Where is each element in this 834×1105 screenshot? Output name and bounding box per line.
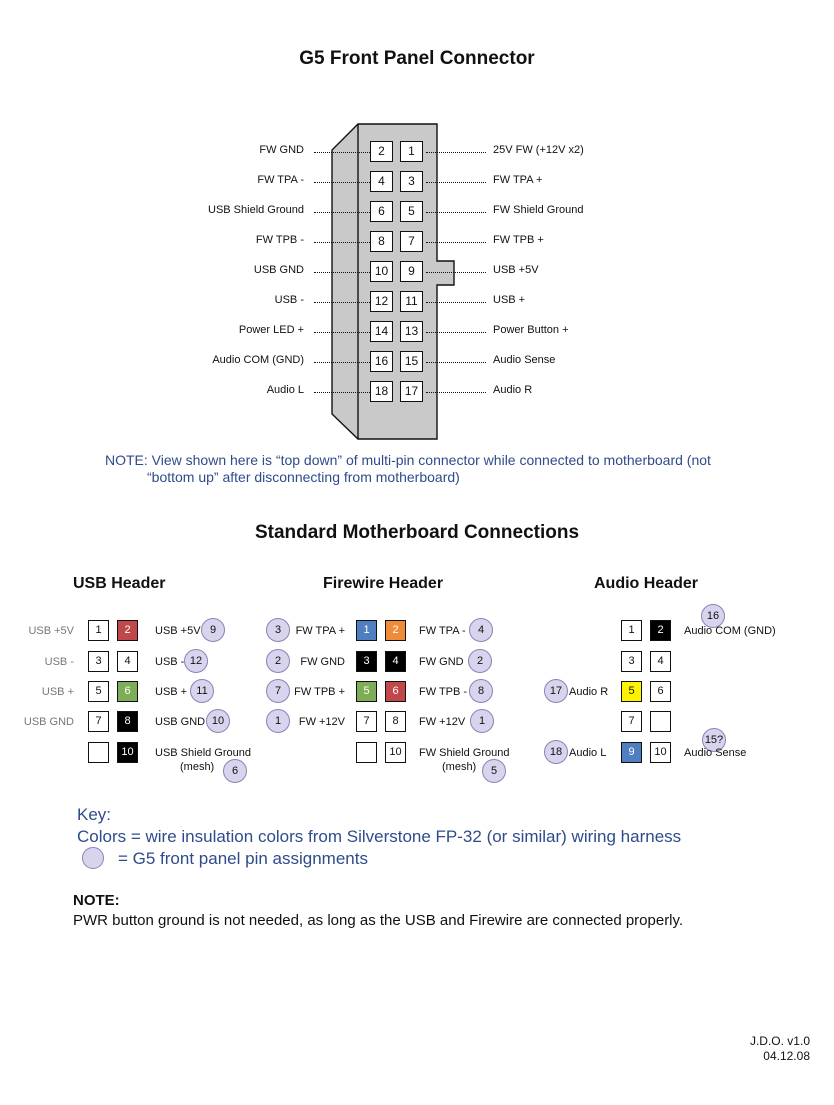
fw-signal-label: FW +12V xyxy=(419,716,466,728)
leader-line xyxy=(426,302,486,303)
g5-pin-circle: 7 xyxy=(266,679,290,703)
connector-pin: 15 xyxy=(400,351,423,372)
connector-pin: 4 xyxy=(370,171,393,192)
g5-pin-circle: 16 xyxy=(701,604,725,628)
leader-line xyxy=(426,392,486,393)
g5-pin-circle: 4 xyxy=(469,618,493,642)
audio-signal-label: Audio Sense xyxy=(684,747,747,759)
usb-pin: 5 xyxy=(88,681,109,702)
fw-signal-label: FW GND xyxy=(300,656,345,668)
connector-right-label: FW TPA + xyxy=(493,174,543,186)
firewire-header-title: Firewire Header xyxy=(323,575,444,592)
connector-pin: 8 xyxy=(370,231,393,252)
usb-signal-label: USB + xyxy=(155,686,188,698)
bottom-note-text: PWR button ground is not needed, as long as the USB and Firewire are connected properly. xyxy=(73,912,684,929)
fw-signal-label: FW TPA - xyxy=(419,625,466,637)
g5-pin-circle: 1 xyxy=(470,709,494,733)
g5-pin-circle: 18 xyxy=(544,740,568,764)
usb-pin: 2 xyxy=(117,620,138,641)
usb-pin-name: USB +5V xyxy=(28,625,74,637)
key-title: Key: xyxy=(77,805,112,824)
leader-line xyxy=(426,182,486,183)
connector-right-label: FW Shield Ground xyxy=(493,204,584,216)
usb-pin: 7 xyxy=(88,711,109,732)
fw-signal-label: FW TPB - xyxy=(419,686,468,698)
g5-pin-circle: 12 xyxy=(184,649,208,673)
g5-pin-circle: 6 xyxy=(223,759,247,783)
leader-line xyxy=(426,212,486,213)
key-circle-icon xyxy=(82,847,104,869)
leader-line xyxy=(314,302,370,303)
usb-pin: 8 xyxy=(117,711,138,732)
connector-left-label: FW TPA - xyxy=(257,174,304,186)
fw-pin: 4 xyxy=(385,651,406,672)
connector-pin: 1 xyxy=(400,141,423,162)
connector-pin: 16 xyxy=(370,351,393,372)
g5-pin-circle: 2 xyxy=(468,649,492,673)
usb-signal-label: USB GND xyxy=(155,716,206,728)
leader-line xyxy=(314,212,370,213)
leader-line xyxy=(314,272,370,273)
usb-pin xyxy=(88,742,109,763)
connector-pin: 13 xyxy=(400,321,423,342)
g5-pin-circle: 8 xyxy=(469,679,493,703)
connector-right-label: USB + xyxy=(493,294,526,306)
connector-right-label: Audio R xyxy=(493,384,533,396)
audio-pin: 4 xyxy=(650,651,671,672)
usb-pin: 6 xyxy=(117,681,138,702)
connector-pin: 11 xyxy=(400,291,423,312)
connector-left-label: USB GND xyxy=(253,264,304,276)
connector-right-label: USB +5V xyxy=(493,264,539,276)
fw-signal-label: FW +12V xyxy=(298,716,345,728)
mesh-label: (mesh) xyxy=(442,761,477,773)
usb-pin: 3 xyxy=(88,651,109,672)
leader-line xyxy=(314,182,370,183)
g5-pin-circle: 3 xyxy=(266,618,290,642)
connector-outline xyxy=(330,122,460,442)
audio-pin: 3 xyxy=(621,651,642,672)
usb-pin: 1 xyxy=(88,620,109,641)
leader-line xyxy=(314,242,370,243)
connector-right-label: FW TPB + xyxy=(493,234,544,246)
audio-pin: 1 xyxy=(621,620,642,641)
fw-signal-label: FW GND xyxy=(419,656,464,668)
connector-left-label: FW GND xyxy=(259,144,304,156)
usb-pin-name: USB - xyxy=(44,656,74,668)
usb-signal-label: USB Shield Ground xyxy=(155,747,251,759)
connector-pin: 6 xyxy=(370,201,393,222)
usb-pin: 10 xyxy=(117,742,138,763)
version-author: J.D.O. v1.0 xyxy=(749,1034,810,1048)
connector-left-label: Audio COM (GND) xyxy=(212,354,304,366)
g5-pin-circle: 5 xyxy=(482,759,506,783)
bottom-note-title: NOTE: xyxy=(73,892,120,909)
leader-line xyxy=(426,242,486,243)
usb-header-title: USB Header xyxy=(73,575,166,592)
connector-pin: 17 xyxy=(400,381,423,402)
version-info xyxy=(700,1034,810,1064)
version-date: 04.12.08 xyxy=(763,1049,810,1063)
g5-pin-circle: 11 xyxy=(190,679,214,703)
usb-signal-label: USB +5V xyxy=(155,625,201,637)
connector-left-label: Power LED + xyxy=(238,324,304,336)
fw-pin xyxy=(356,742,377,763)
g5-pin-circle: 10 xyxy=(206,709,230,733)
audio-pin xyxy=(650,711,671,732)
audio-signal-label: Audio L xyxy=(569,747,607,759)
usb-pin-name: USB GND xyxy=(23,716,74,728)
connector-pin: 3 xyxy=(400,171,423,192)
leader-line xyxy=(314,332,370,333)
connector-left-label: USB Shield Ground xyxy=(208,204,304,216)
audio-signal-label: Audio COM (GND) xyxy=(684,625,776,637)
connector-pin: 5 xyxy=(400,201,423,222)
fw-pin: 1 xyxy=(356,620,377,641)
leader-line xyxy=(426,332,486,333)
connector-pin: 9 xyxy=(400,261,423,282)
key-colors-line: Colors = wire insulation colors from Silverstone FP-32 (or similar) wiring harness xyxy=(77,827,682,846)
g5-pin-circle: 1 xyxy=(266,709,290,733)
fw-pin: 7 xyxy=(356,711,377,732)
fw-pin: 6 xyxy=(385,681,406,702)
connector-left-label: Audio L xyxy=(266,384,304,396)
audio-pin: 7 xyxy=(621,711,642,732)
leader-line xyxy=(426,272,486,273)
fw-pin: 2 xyxy=(385,620,406,641)
connector-left-label: USB - xyxy=(274,294,304,306)
fw-signal-label: FW TPB + xyxy=(294,686,345,698)
connector-pin: 10 xyxy=(370,261,393,282)
view-note xyxy=(105,452,805,486)
usb-pin: 4 xyxy=(117,651,138,672)
connector-left-label: FW TPB - xyxy=(255,234,304,246)
connector-right-label: Audio Sense xyxy=(493,354,556,366)
connector-pin: 12 xyxy=(370,291,393,312)
g5-pin-circle: 9 xyxy=(201,618,225,642)
leader-line xyxy=(314,152,370,153)
fw-pin: 5 xyxy=(356,681,377,702)
fw-signal-label: FW TPA + xyxy=(295,625,345,637)
audio-pin: 2 xyxy=(650,620,671,641)
audio-signal-label: Audio R xyxy=(569,686,609,698)
g5-pin-circle: 2 xyxy=(266,649,290,673)
leader-line xyxy=(426,152,486,153)
audio-pin: 6 xyxy=(650,681,671,702)
connector-right-label: Power Button + xyxy=(493,324,569,336)
fw-signal-label: FW Shield Ground xyxy=(419,747,510,759)
g5-pin-circle: 15? xyxy=(702,728,726,752)
key-circle-line: = G5 front panel pin assignments xyxy=(118,849,368,868)
view-note-line1: NOTE: View shown here is “top down” of multi-pin connector while connected to motherboard (not xyxy=(105,452,711,468)
view-note-line2: “bottom up” after disconnecting from motherboard) xyxy=(147,469,460,485)
fw-pin: 8 xyxy=(385,711,406,732)
g5-pin-circle: 17 xyxy=(544,679,568,703)
section-title: Standard Motherboard Connections xyxy=(254,522,580,543)
diagram-title: G5 Front Panel Connector xyxy=(299,48,535,69)
connector-pin: 18 xyxy=(370,381,393,402)
connector-pin: 2 xyxy=(370,141,393,162)
leader-line xyxy=(426,362,486,363)
audio-pin: 9 xyxy=(621,742,642,763)
fw-pin: 3 xyxy=(356,651,377,672)
fw-pin: 10 xyxy=(385,742,406,763)
usb-signal-label: USB - xyxy=(155,656,185,668)
audio-pin: 5 xyxy=(621,681,642,702)
usb-pin-name: USB + xyxy=(41,686,74,698)
leader-line xyxy=(314,392,370,393)
connector-pin: 14 xyxy=(370,321,393,342)
connector-pin: 7 xyxy=(400,231,423,252)
audio-pin: 10 xyxy=(650,742,671,763)
connector-right-label: 25V FW (+12V x2) xyxy=(493,144,584,156)
audio-header-title: Audio Header xyxy=(594,575,699,592)
leader-line xyxy=(314,362,370,363)
mesh-label: (mesh) xyxy=(180,761,215,773)
